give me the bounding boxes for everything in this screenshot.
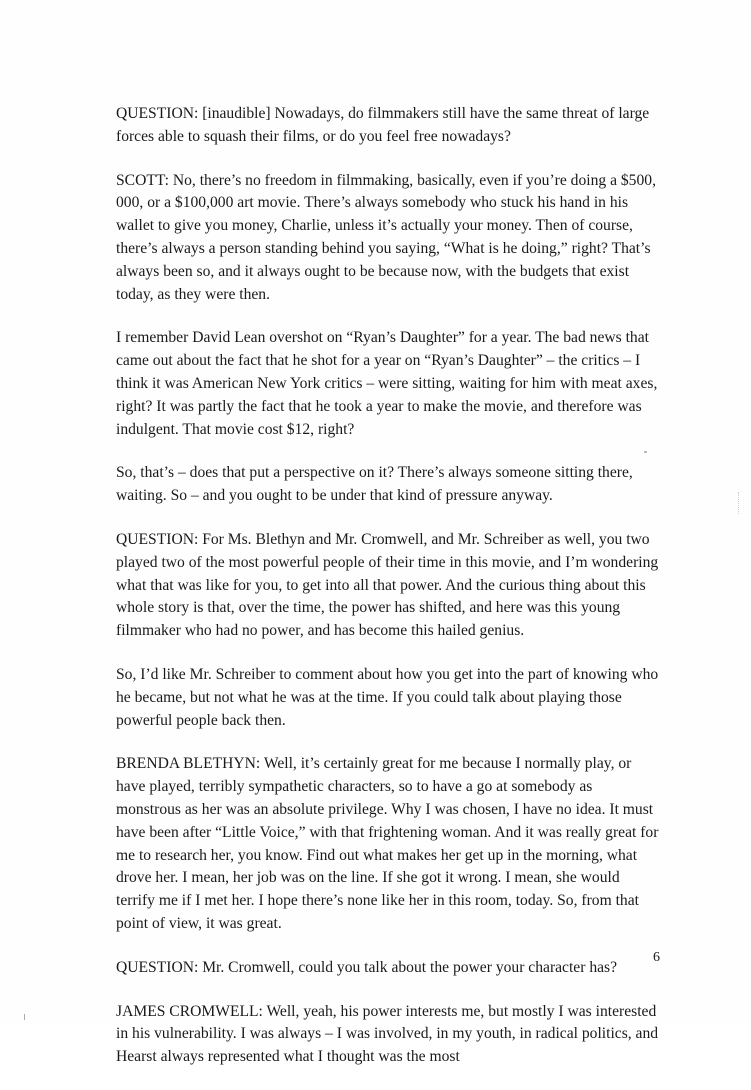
paragraph-scott-answer: SCOTT: No, there’s no freedom in filmmaking, basically, even if you’re doing a $500, 000, or a $100,000 art movie. There’s always somebody who stuck his hand in his wallet to give you money, Charlie, unless it’s actually your money. Then of course, there’s always a person standing behind you saying, “What is he doing,” right? That’s always been so, and it always ought to be because now, with the budgets that exist today, as they were then.	[116, 171, 656, 303]
page-number: 6	[653, 950, 660, 965]
paragraph-david-lean: I remember David Lean overshot on “Ryan’s Daughter” for a year. The bad news that came out about the fact that he shot for a year on “Ryan’s Daughter” – the critics – I think it was American New York critics – were sitting, waiting for him with meat axes, right? It was partly the fact that he took a year to make the movie, and therefore was indulgent. That movie cost $12, right?	[116, 329, 658, 438]
scan-artifact	[738, 492, 745, 514]
paragraph-perspective: So, that’s – does that put a perspective on it? There’s always someone sitting there, waiting. So – and you ought to be under that kind of pressure anyway.	[116, 464, 633, 505]
paragraph-question-power: QUESTION: For Ms. Blethyn and Mr. Cromwell, and Mr. Schreiber as well, you two played two of the most powerful people of their time in this movie, and I’m wondering what that was like for you, to get into all that power. And the curious thing about this whole story is that, over the time, the power has shifted, and here was this young filmmaker who had no power, and has become this hailed genius.	[116, 530, 659, 640]
paragraph-schreiber-request: So, I’d like Mr. Schreiber to comment about how you get into the part of knowing who he became, but not what he was at the time. If you could talk about playing those powerful people back then.	[116, 665, 659, 729]
scan-artifact	[644, 451, 647, 453]
scan-artifact	[24, 1014, 25, 1020]
paragraph-question-cromwell: QUESTION: Mr. Cromwell, could you talk about the power your character has?	[116, 958, 618, 976]
paragraph-cromwell-answer: JAMES CROMWELL: Well, yeah, his power interests me, but mostly I was interested in his vulnerability. I was always – I was involved, in my youth, in radical politics, and Hearst always represented what I thought was the most	[116, 1002, 659, 1066]
paragraph-blethyn-answer: BRENDA BLETHYN: Well, it’s certainly great for me because I normally play, or have played, terribly sympathetic characters, so to have a go at somebody as monstrous as her was an absolute privilege. Why I was chosen, I have no idea. It must have been after “Little Voice,” with that frightening woman. And it was really great for me to research her, you know. Find out what makes her get up in the morning, what drove her. I mean, her job was on the line. If she got it wrong. I mean, she would terrify me if I met her. I hope there’s none like her in this room, today. So, from that point of view, it was great.	[116, 755, 659, 932]
page-body	[116, 103, 661, 1090]
paragraph-question-filmmakers: QUESTION: [inaudible] Nowadays, do filmmakers still have the same threat of large forces able to squash their films, or do you feel free nowadays?	[116, 105, 650, 145]
